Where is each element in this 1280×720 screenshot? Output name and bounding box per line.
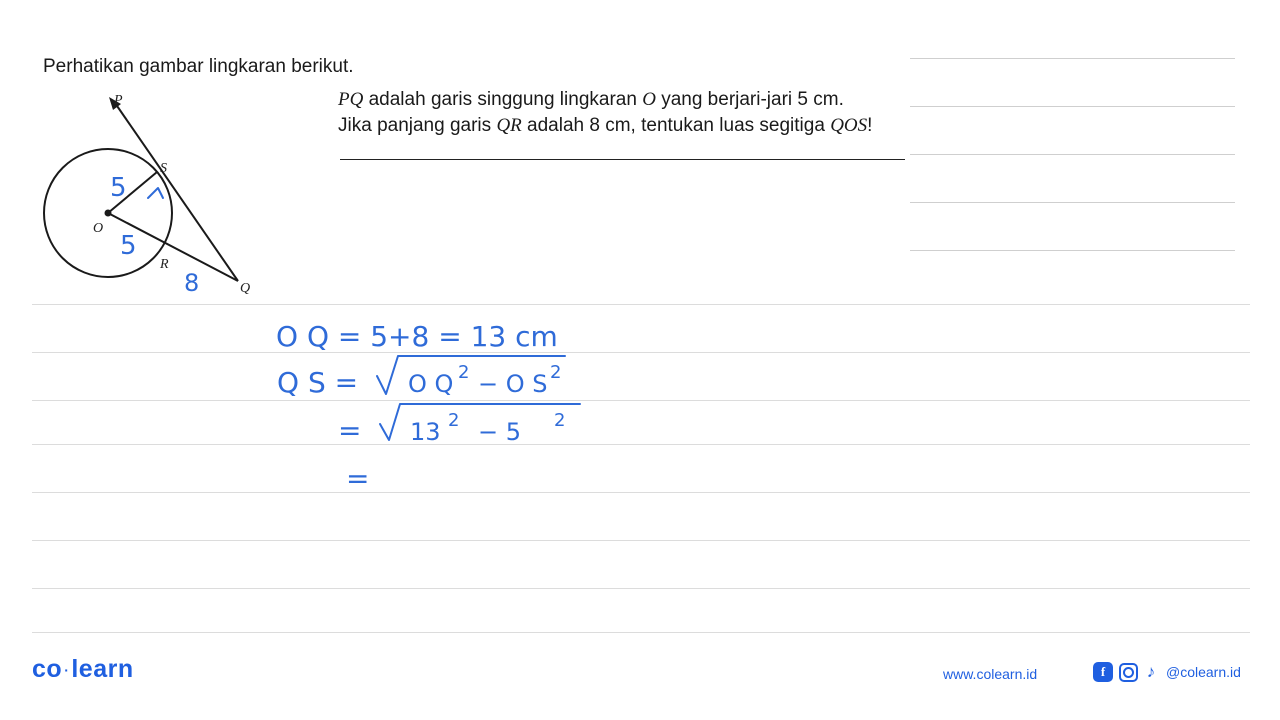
website-link[interactable]: www.colearn.id [943,666,1038,682]
problem-line-1: PQ adalah garis singgung lingkaran O yang berjari-jari 5 cm. [338,89,844,110]
solution-line-2-exp-2: 2 [550,362,562,383]
solution-line-3-exp-2: 2 [554,410,566,431]
instagram-icon[interactable] [1119,663,1138,682]
solution-line-3-exp-1: 2 [448,410,460,431]
solution-line-1: O Q = 5+8 = 13 cm [276,320,558,353]
solution-line-2-term-a: O Q [408,370,454,398]
problem-intro: Perhatikan gambar lingkaran berikut. [43,56,354,77]
facebook-icon[interactable]: f [1093,662,1113,682]
social-handle[interactable]: @colearn.id [1166,664,1241,680]
center-o: O [642,89,656,110]
note-rq-length: 8 [184,269,200,297]
label-r: R [160,257,169,272]
triangle-qos: QOS [830,115,868,136]
segment-pq: PQ [338,89,364,110]
note-or-length: 5 [120,231,137,261]
center-dot [105,210,112,217]
solution-line-3-term-b: − 5 [478,418,522,446]
label-o: O [93,221,104,236]
label-q: Q [240,281,251,296]
right-angle-mark-icon [148,188,163,198]
note-os-length: 5 [110,173,127,203]
social-links [1093,662,1241,682]
tiktok-icon[interactable]: ♪ [1146,662,1156,681]
colearn-logo: co ·learn [32,655,134,683]
solution-line-3-eq: = [338,414,362,447]
solution-line-2-left: Q S = [277,366,359,399]
label-s: S [160,161,167,176]
solution-line-2-term-b: − O S [478,370,548,398]
problem-line-2: Jika panjang garis QR adalah 8 cm, tentukan luas segitiga QOS! [338,115,873,136]
logo-dot-icon: · [64,662,70,679]
segment-qr: QR [496,115,522,136]
label-p: P [114,93,123,108]
solution-line-2-exp-1: 2 [458,362,470,383]
solution-line-4-eq: = [346,462,370,495]
solution-line-3-term-a: 13 [410,418,441,446]
